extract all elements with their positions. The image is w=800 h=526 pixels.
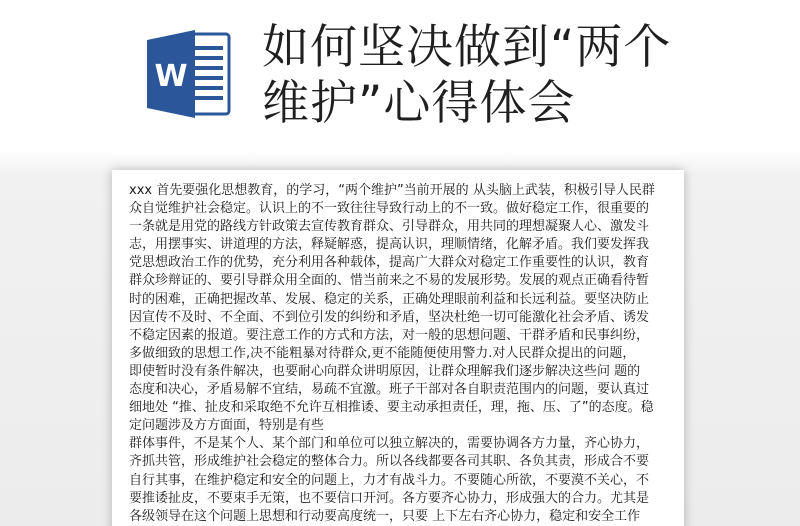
document-line: 定问题涉及方方面面，特别是有些 (129, 418, 325, 434)
document-line: 多做细致的思想工作,决不能粗暴对待群众,更不能随便使用警力.对人民群众提出的问题， (129, 345, 636, 361)
document-line: 众自觉维护社会稳定。认识上的不一致往往导致行动上的不一致。做好稳定工作，很重要的 (129, 201, 650, 217)
document-line: 各级领导在这个问题上思想和行动要高度统一，只要 上下左右齐心协力，稳定和安全工作 (129, 508, 641, 524)
document-line: xxx 首先要强化思想教育，的学习，“两个维护”当前开展的 从头脑上武装，积极引导人民群 (129, 183, 655, 198)
document-line: 不稳定因素的报道。要注意工作的方式和方法，对一般的思想问题、干群矛盾和民事纠纷， (129, 327, 650, 343)
title-line-2: 维护”心得体会 (262, 76, 576, 131)
word-document-icon (145, 26, 231, 122)
document-line: 时的困难，正确把握改革、发展、稳定的关系，正确处理眼前利益和长远利益。要坚决防止 (129, 291, 650, 307)
word-icon-letter: W (154, 59, 188, 94)
document-line: 因宣传不及时、不全面、不到位引发的纠纷和矛盾，坚决杜绝一切可能激化社会矛盾、诱发 (129, 309, 650, 325)
title-line-1: 如何坚决做到“两个 (262, 20, 672, 75)
document-line: 一条就是用党的路线方针政策去宣传教育群众、引导群众，用共同的理想凝聚人心、激发斗 (129, 219, 650, 235)
document-line: 党思想政治工作的优势，充分利用各种载体，提高广大群众对稳定工作重要性的认识，教育 (129, 255, 650, 271)
document-line: 即使暂时没有条件解决，也要耐心向群众讲明原因，让群众理解我们逐步解决这些问 题的 (129, 363, 641, 379)
document-line: 细地处 “推、扯皮和采取绝不允许互相推诿、要主动承担责任，理，拖、压、了”的态度。稳 (129, 400, 654, 416)
page-title (262, 20, 782, 132)
document-line: 齐抓共管，形成维护社会稳定的整体合力。所以各线都要各司其职、各负其责，形成合不要 (129, 454, 650, 470)
document-line: 自行其事，在维护稳定和安全的问题上，力才有战斗力。不要随心所欲，不要漠不关心，不 (129, 472, 650, 488)
document-body (129, 182, 669, 526)
document-line: 志，用摆事实、讲道理的方法，释疑解惑，提高认识，理顺情绪，化解矛盾。我们要发挥我 (129, 237, 650, 253)
document-line: 态度和决心，矛盾易解不宜结，易疏不宜激。班子干部对各自职责范围内的问题，要认真过 (129, 382, 650, 398)
document-page (112, 170, 684, 526)
document-line: 群众珍辩证的、要引导群众用全面的、惜当前来之不易的发展形势。发展的观点正确看待暂 (129, 273, 650, 289)
document-line: 要推诿扯皮，不要束手无策，也不要信口开河。各方要齐心协力，形成强大的合力。尤其是 (129, 490, 650, 506)
document-line: 群体事件，不是某个人、某个部门和单位可以独立解决的，需要协调各方力量，齐心协力， (129, 436, 650, 452)
